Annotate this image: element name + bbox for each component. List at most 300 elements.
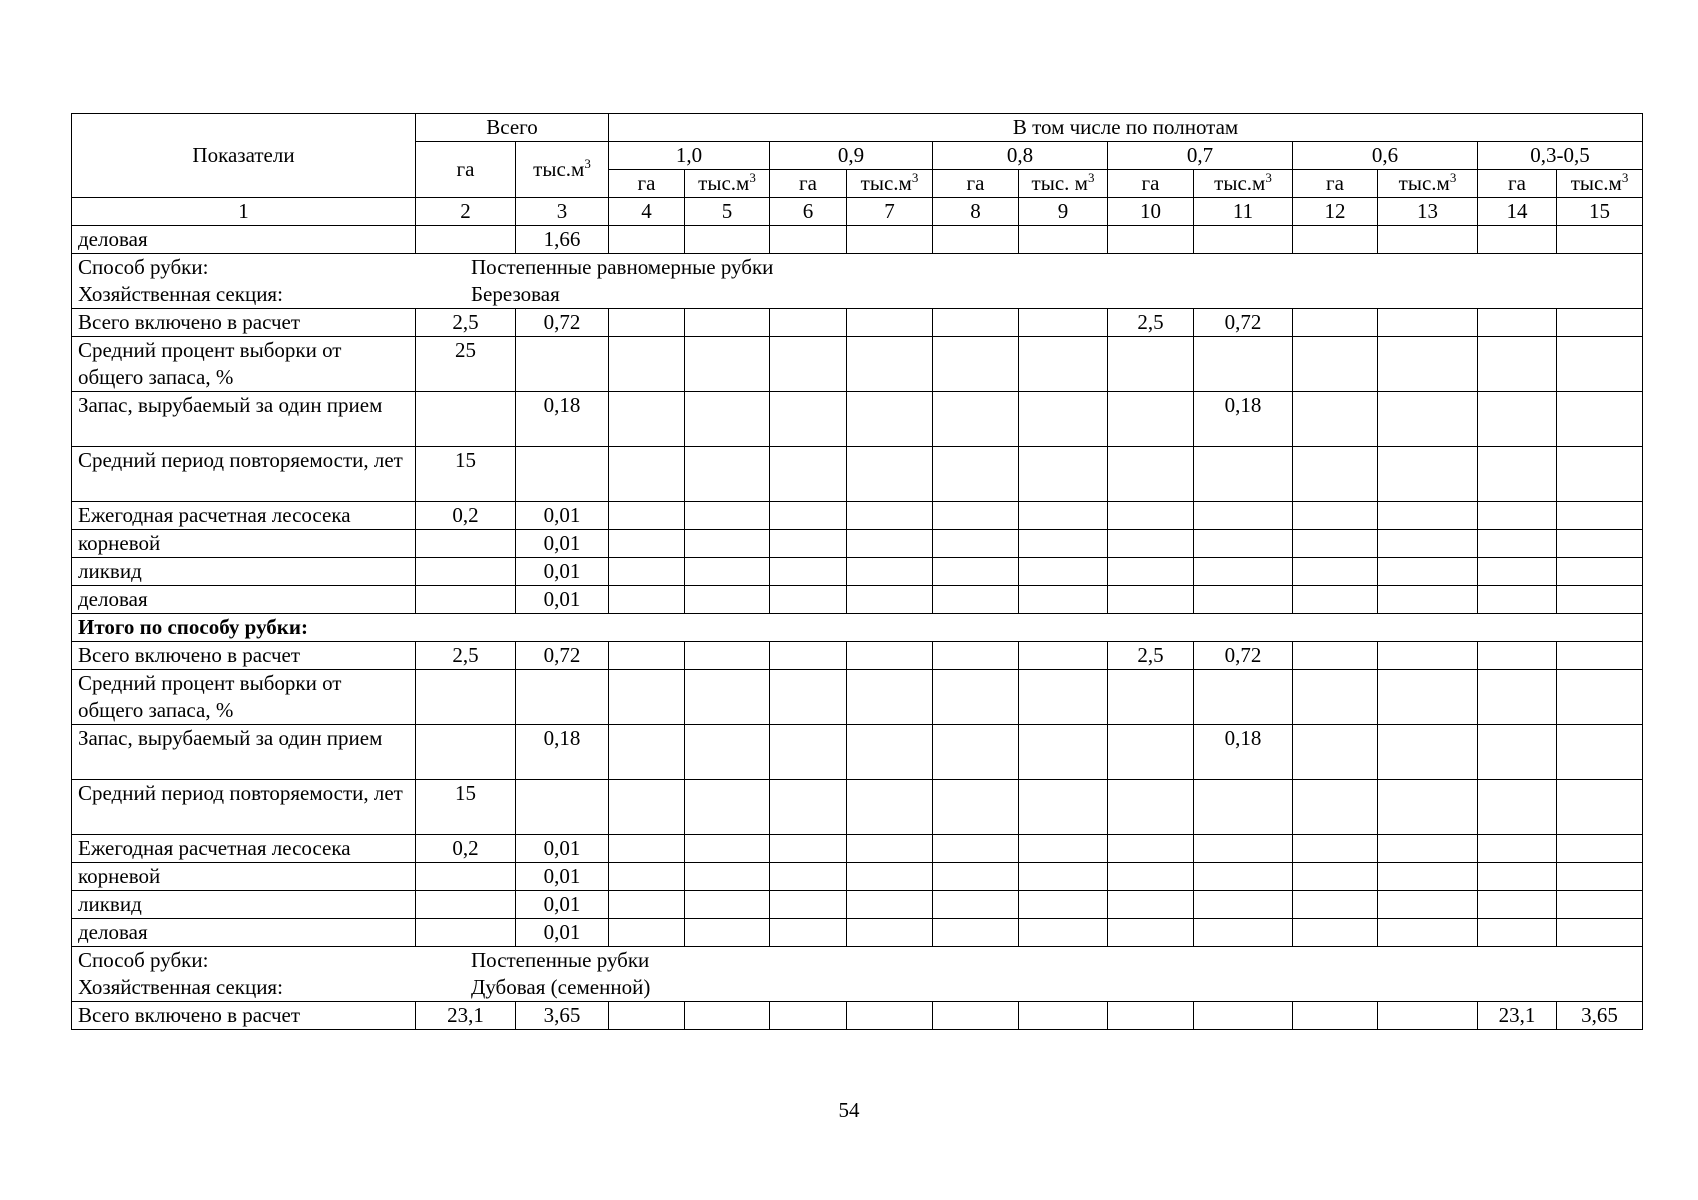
value-cell xyxy=(1108,502,1194,530)
value-cell xyxy=(685,309,770,337)
value-cell xyxy=(1478,670,1557,725)
header-density-3: 0,8 xyxy=(933,142,1108,170)
value-cell xyxy=(1557,919,1643,947)
value-cell xyxy=(1194,586,1293,614)
value-cell: 0,72 xyxy=(1194,642,1293,670)
column-number-row xyxy=(72,198,1643,226)
column-number: 4 xyxy=(609,198,685,226)
value-cell xyxy=(933,835,1019,863)
value-cell xyxy=(685,780,770,835)
value-cell: 3,65 xyxy=(516,1002,609,1030)
table-row xyxy=(72,502,1643,530)
value-cell: 2,5 xyxy=(1108,642,1194,670)
value-cell xyxy=(1293,642,1378,670)
value-cell xyxy=(933,447,1019,502)
section-cell xyxy=(72,254,1643,309)
value-cell xyxy=(847,919,933,947)
value-cell xyxy=(770,835,847,863)
row-label: деловая xyxy=(72,226,416,254)
value-cell xyxy=(1478,780,1557,835)
value-cell xyxy=(1378,502,1478,530)
table-row xyxy=(72,309,1643,337)
value-cell xyxy=(1378,670,1478,725)
value-cell xyxy=(1194,919,1293,947)
unit-volume-cell: $тыс.м^3$ xyxy=(1194,170,1293,198)
value-cell xyxy=(770,891,847,919)
row-label: ликвид xyxy=(72,558,416,586)
value-cell xyxy=(1194,1002,1293,1030)
economic-section-value: Березовая xyxy=(471,282,560,306)
value-cell xyxy=(1378,447,1478,502)
table-row xyxy=(72,558,1643,586)
value-cell xyxy=(933,337,1019,392)
value-cell xyxy=(1378,780,1478,835)
value-cell xyxy=(1557,891,1643,919)
value-cell xyxy=(847,780,933,835)
subtotal-heading: Итого по способу рубки: xyxy=(72,614,1643,642)
value-cell xyxy=(1293,670,1378,725)
value-cell xyxy=(1478,226,1557,254)
value-cell xyxy=(1478,725,1557,780)
row-label: Запас, вырубаемый за один прием xyxy=(72,392,416,447)
value-cell xyxy=(1293,226,1378,254)
row-label: Средний процент выборки от общего запаса, % xyxy=(72,337,416,392)
column-number: 11 xyxy=(1194,198,1293,226)
unit-superscript: 3 xyxy=(584,156,591,171)
value-cell xyxy=(847,863,933,891)
value-cell xyxy=(416,226,516,254)
value-cell xyxy=(609,586,685,614)
unit-area: га xyxy=(770,170,847,198)
value-cell: 0,01 xyxy=(516,530,609,558)
value-cell xyxy=(1293,919,1378,947)
value-cell: 2,5 xyxy=(416,642,516,670)
value-cell xyxy=(1293,337,1378,392)
value-cell: 0,72 xyxy=(1194,309,1293,337)
header-total-area: га xyxy=(416,142,516,198)
method-value: Постепенные рубки xyxy=(471,948,650,972)
value-cell xyxy=(609,309,685,337)
table-header xyxy=(72,114,1643,226)
value-cell xyxy=(1378,226,1478,254)
value-cell: 2,5 xyxy=(416,309,516,337)
unit-volume-cell: $тыс.м^3$ xyxy=(847,170,933,198)
value-cell: 0,2 xyxy=(416,835,516,863)
value-cell xyxy=(1019,447,1108,502)
table-row xyxy=(72,447,1643,502)
value-cell xyxy=(1019,309,1108,337)
row-label: Средний период повторяемости, лет xyxy=(72,780,416,835)
value-cell xyxy=(1108,863,1194,891)
row-label: корневой xyxy=(72,863,416,891)
value-cell xyxy=(1478,891,1557,919)
method-label: Способ рубки: xyxy=(78,948,209,972)
value-cell xyxy=(1478,447,1557,502)
value-cell xyxy=(1108,835,1194,863)
value-cell xyxy=(1293,863,1378,891)
value-cell: 0,01 xyxy=(516,919,609,947)
value-cell: 0,18 xyxy=(1194,392,1293,447)
value-cell xyxy=(847,447,933,502)
value-cell xyxy=(609,835,685,863)
row-label: Всего включено в расчет xyxy=(72,1002,416,1030)
value-cell xyxy=(847,502,933,530)
value-cell xyxy=(685,642,770,670)
header-density-4: 0,7 xyxy=(1108,142,1293,170)
value-cell xyxy=(1557,725,1643,780)
row-label: Ежегодная расчетная лесосека xyxy=(72,502,416,530)
value-cell xyxy=(770,919,847,947)
value-cell xyxy=(516,780,609,835)
value-cell xyxy=(770,725,847,780)
value-cell xyxy=(770,309,847,337)
value-cell xyxy=(1293,502,1378,530)
value-cell xyxy=(1378,919,1478,947)
column-number: 8 xyxy=(933,198,1019,226)
header-total-volume xyxy=(516,142,609,198)
header-total: Всего xyxy=(416,114,609,142)
value-cell xyxy=(1378,530,1478,558)
value-cell xyxy=(1019,835,1108,863)
table-row xyxy=(72,226,1643,254)
row-label: ликвид xyxy=(72,891,416,919)
value-cell xyxy=(1478,502,1557,530)
value-cell xyxy=(933,642,1019,670)
value-cell xyxy=(847,670,933,725)
value-cell xyxy=(1108,447,1194,502)
value-cell xyxy=(1557,586,1643,614)
value-cell xyxy=(1108,226,1194,254)
value-cell xyxy=(1378,309,1478,337)
value-cell: 0,72 xyxy=(516,309,609,337)
value-cell xyxy=(1378,863,1478,891)
value-cell xyxy=(1378,392,1478,447)
value-cell xyxy=(933,586,1019,614)
value-cell xyxy=(416,725,516,780)
row-label: Ежегодная расчетная лесосека xyxy=(72,835,416,863)
value-cell xyxy=(1378,1002,1478,1030)
value-cell xyxy=(1557,835,1643,863)
page-number: 54 xyxy=(838,1098,860,1122)
value-cell xyxy=(1557,447,1643,502)
value-cell xyxy=(770,502,847,530)
value-cell: 0,01 xyxy=(516,502,609,530)
value-cell xyxy=(609,447,685,502)
value-cell xyxy=(1108,586,1194,614)
value-cell xyxy=(1293,725,1378,780)
value-cell: 0,18 xyxy=(516,392,609,447)
value-cell xyxy=(847,835,933,863)
value-cell: 0,01 xyxy=(516,835,609,863)
value-cell xyxy=(770,447,847,502)
value-cell xyxy=(516,447,609,502)
value-cell xyxy=(1194,835,1293,863)
value-cell xyxy=(1019,642,1108,670)
table-row xyxy=(72,392,1643,447)
value-cell xyxy=(847,725,933,780)
value-cell xyxy=(933,780,1019,835)
value-cell: 0,18 xyxy=(516,725,609,780)
value-cell xyxy=(1194,780,1293,835)
value-cell xyxy=(685,447,770,502)
value-cell xyxy=(933,891,1019,919)
value-cell xyxy=(1478,586,1557,614)
value-cell xyxy=(1293,392,1378,447)
column-number: 10 xyxy=(1108,198,1194,226)
value-cell xyxy=(1019,919,1108,947)
section-method-line xyxy=(78,947,1638,974)
value-cell xyxy=(1293,780,1378,835)
header-density-5: 0,6 xyxy=(1293,142,1478,170)
value-cell xyxy=(1019,863,1108,891)
section-economic-line xyxy=(78,974,1638,1001)
value-cell xyxy=(1194,530,1293,558)
value-cell xyxy=(609,392,685,447)
unit-area: га xyxy=(1293,170,1378,198)
value-cell xyxy=(1108,337,1194,392)
value-cell xyxy=(847,392,933,447)
subtotal-heading-row xyxy=(72,614,1643,642)
value-cell xyxy=(1557,502,1643,530)
value-cell xyxy=(1194,863,1293,891)
value-cell xyxy=(685,530,770,558)
column-number: 15 xyxy=(1557,198,1643,226)
table-row xyxy=(72,725,1643,780)
value-cell: 0,2 xyxy=(416,502,516,530)
value-cell xyxy=(1478,309,1557,337)
unit-area: га xyxy=(1108,170,1194,198)
column-number: 14 xyxy=(1478,198,1557,226)
value-cell xyxy=(1378,891,1478,919)
value-cell xyxy=(770,780,847,835)
value-cell xyxy=(685,725,770,780)
value-cell xyxy=(1108,919,1194,947)
value-cell xyxy=(1293,447,1378,502)
value-cell xyxy=(1194,226,1293,254)
value-cell xyxy=(1194,447,1293,502)
value-cell xyxy=(770,530,847,558)
value-cell: 23,1 xyxy=(416,1002,516,1030)
value-cell xyxy=(1108,1002,1194,1030)
section-method-line xyxy=(78,254,1638,281)
unit-volume-cell: $тыс.м^3$ xyxy=(685,170,770,198)
value-cell xyxy=(609,891,685,919)
column-number: 13 xyxy=(1378,198,1478,226)
section-economic-line xyxy=(78,281,1638,308)
table-row xyxy=(72,642,1643,670)
value-cell xyxy=(1557,337,1643,392)
value-cell xyxy=(1019,670,1108,725)
value-cell: 2,5 xyxy=(1108,309,1194,337)
value-cell xyxy=(1019,891,1108,919)
value-cell: 15 xyxy=(416,780,516,835)
value-cell xyxy=(1194,337,1293,392)
table-row xyxy=(72,780,1643,835)
value-cell xyxy=(933,392,1019,447)
value-cell xyxy=(416,670,516,725)
value-cell xyxy=(1019,780,1108,835)
value-cell xyxy=(933,226,1019,254)
value-cell: 3,65 xyxy=(1557,1002,1643,1030)
column-number: 1 xyxy=(72,198,416,226)
table-row xyxy=(72,337,1643,392)
value-cell xyxy=(1108,725,1194,780)
header-by-density: В том числе по полнотам xyxy=(609,114,1643,142)
value-cell xyxy=(685,670,770,725)
value-cell xyxy=(933,558,1019,586)
row-label: Запас, вырубаемый за один прием xyxy=(72,725,416,780)
value-cell: 0,01 xyxy=(516,863,609,891)
section-row xyxy=(72,254,1643,309)
header-density-6: 0,3-0,5 xyxy=(1478,142,1643,170)
unit-area: га xyxy=(1478,170,1557,198)
unit-area: га xyxy=(933,170,1019,198)
value-cell xyxy=(1108,670,1194,725)
row-label: Средний процент выборки от общего запаса, % xyxy=(72,670,416,725)
value-cell xyxy=(1378,337,1478,392)
table-row xyxy=(72,1002,1643,1030)
value-cell xyxy=(609,226,685,254)
unit-volume-cell: тыс. $м^3$ xyxy=(1019,170,1108,198)
column-number: 5 xyxy=(685,198,770,226)
section-row xyxy=(72,947,1643,1002)
value-cell xyxy=(609,337,685,392)
value-cell xyxy=(1194,558,1293,586)
value-cell xyxy=(1293,530,1378,558)
column-number: 3 xyxy=(516,198,609,226)
value-cell xyxy=(1478,337,1557,392)
table-body xyxy=(72,226,1643,1030)
value-cell xyxy=(416,392,516,447)
value-cell xyxy=(1293,1002,1378,1030)
value-cell xyxy=(847,337,933,392)
value-cell: 0,72 xyxy=(516,642,609,670)
value-cell xyxy=(685,558,770,586)
value-cell xyxy=(416,586,516,614)
value-cell xyxy=(1108,530,1194,558)
value-cell xyxy=(416,863,516,891)
value-cell xyxy=(1293,586,1378,614)
value-cell xyxy=(1293,309,1378,337)
value-cell xyxy=(1478,530,1557,558)
value-cell: 0,18 xyxy=(1194,725,1293,780)
value-cell xyxy=(770,642,847,670)
value-cell xyxy=(1478,392,1557,447)
value-cell xyxy=(1108,780,1194,835)
value-cell xyxy=(1557,558,1643,586)
value-cell xyxy=(416,530,516,558)
value-cell xyxy=(847,1002,933,1030)
unit-volume: тыс.м xyxy=(533,157,585,181)
value-cell xyxy=(416,891,516,919)
table-row xyxy=(72,530,1643,558)
value-cell xyxy=(1557,226,1643,254)
value-cell xyxy=(933,309,1019,337)
table-row xyxy=(72,891,1643,919)
value-cell xyxy=(1478,835,1557,863)
value-cell xyxy=(609,725,685,780)
value-cell xyxy=(770,226,847,254)
value-cell xyxy=(1194,891,1293,919)
value-cell xyxy=(933,502,1019,530)
value-cell xyxy=(1019,392,1108,447)
value-cell xyxy=(1194,502,1293,530)
value-cell xyxy=(609,1002,685,1030)
economic-section-label: Хозяйственная секция: xyxy=(78,975,283,999)
value-cell xyxy=(1557,309,1643,337)
value-cell xyxy=(1194,670,1293,725)
economic-section-label: Хозяйственная секция: xyxy=(78,282,283,306)
value-cell xyxy=(1019,558,1108,586)
value-cell xyxy=(933,670,1019,725)
value-cell xyxy=(685,226,770,254)
table-row xyxy=(72,919,1643,947)
value-cell xyxy=(1019,530,1108,558)
value-cell: 1,66 xyxy=(516,226,609,254)
header-density-2: 0,9 xyxy=(770,142,933,170)
value-cell xyxy=(847,558,933,586)
value-cell xyxy=(847,891,933,919)
value-cell xyxy=(1557,392,1643,447)
row-label: Всего включено в расчет xyxy=(72,642,416,670)
table-row xyxy=(72,670,1643,725)
value-cell xyxy=(1108,558,1194,586)
value-cell xyxy=(685,337,770,392)
value-cell xyxy=(847,530,933,558)
value-cell xyxy=(1557,530,1643,558)
header-indicators: Показатели xyxy=(72,114,416,198)
value-cell: 23,1 xyxy=(1478,1002,1557,1030)
value-cell xyxy=(933,530,1019,558)
value-cell xyxy=(1478,642,1557,670)
value-cell xyxy=(1557,642,1643,670)
value-cell: 0,01 xyxy=(516,891,609,919)
value-cell xyxy=(770,586,847,614)
value-cell xyxy=(1557,670,1643,725)
unit-area: га xyxy=(609,170,685,198)
value-cell xyxy=(1019,337,1108,392)
unit-volume-cell: $тыс.м^3$ xyxy=(1378,170,1478,198)
row-label: Средний период повторяемости, лет xyxy=(72,447,416,502)
column-number: 12 xyxy=(1293,198,1378,226)
value-cell xyxy=(770,392,847,447)
value-cell xyxy=(1108,392,1194,447)
value-cell: 15 xyxy=(416,447,516,502)
value-cell xyxy=(516,670,609,725)
column-number: 9 xyxy=(1019,198,1108,226)
value-cell xyxy=(685,502,770,530)
value-cell xyxy=(770,670,847,725)
value-cell xyxy=(1378,642,1478,670)
value-cell xyxy=(1293,891,1378,919)
value-cell xyxy=(1378,835,1478,863)
unit-volume-cell: $тыс.м^3$ xyxy=(1557,170,1643,198)
value-cell xyxy=(609,502,685,530)
value-cell xyxy=(933,725,1019,780)
value-cell xyxy=(1019,1002,1108,1030)
value-cell xyxy=(685,919,770,947)
column-number: 2 xyxy=(416,198,516,226)
value-cell: 0,01 xyxy=(516,558,609,586)
value-cell xyxy=(933,1002,1019,1030)
value-cell xyxy=(1019,226,1108,254)
value-cell xyxy=(685,586,770,614)
value-cell xyxy=(1557,863,1643,891)
value-cell xyxy=(1019,725,1108,780)
row-label: Всего включено в расчет xyxy=(72,309,416,337)
value-cell xyxy=(1378,725,1478,780)
value-cell xyxy=(1019,586,1108,614)
